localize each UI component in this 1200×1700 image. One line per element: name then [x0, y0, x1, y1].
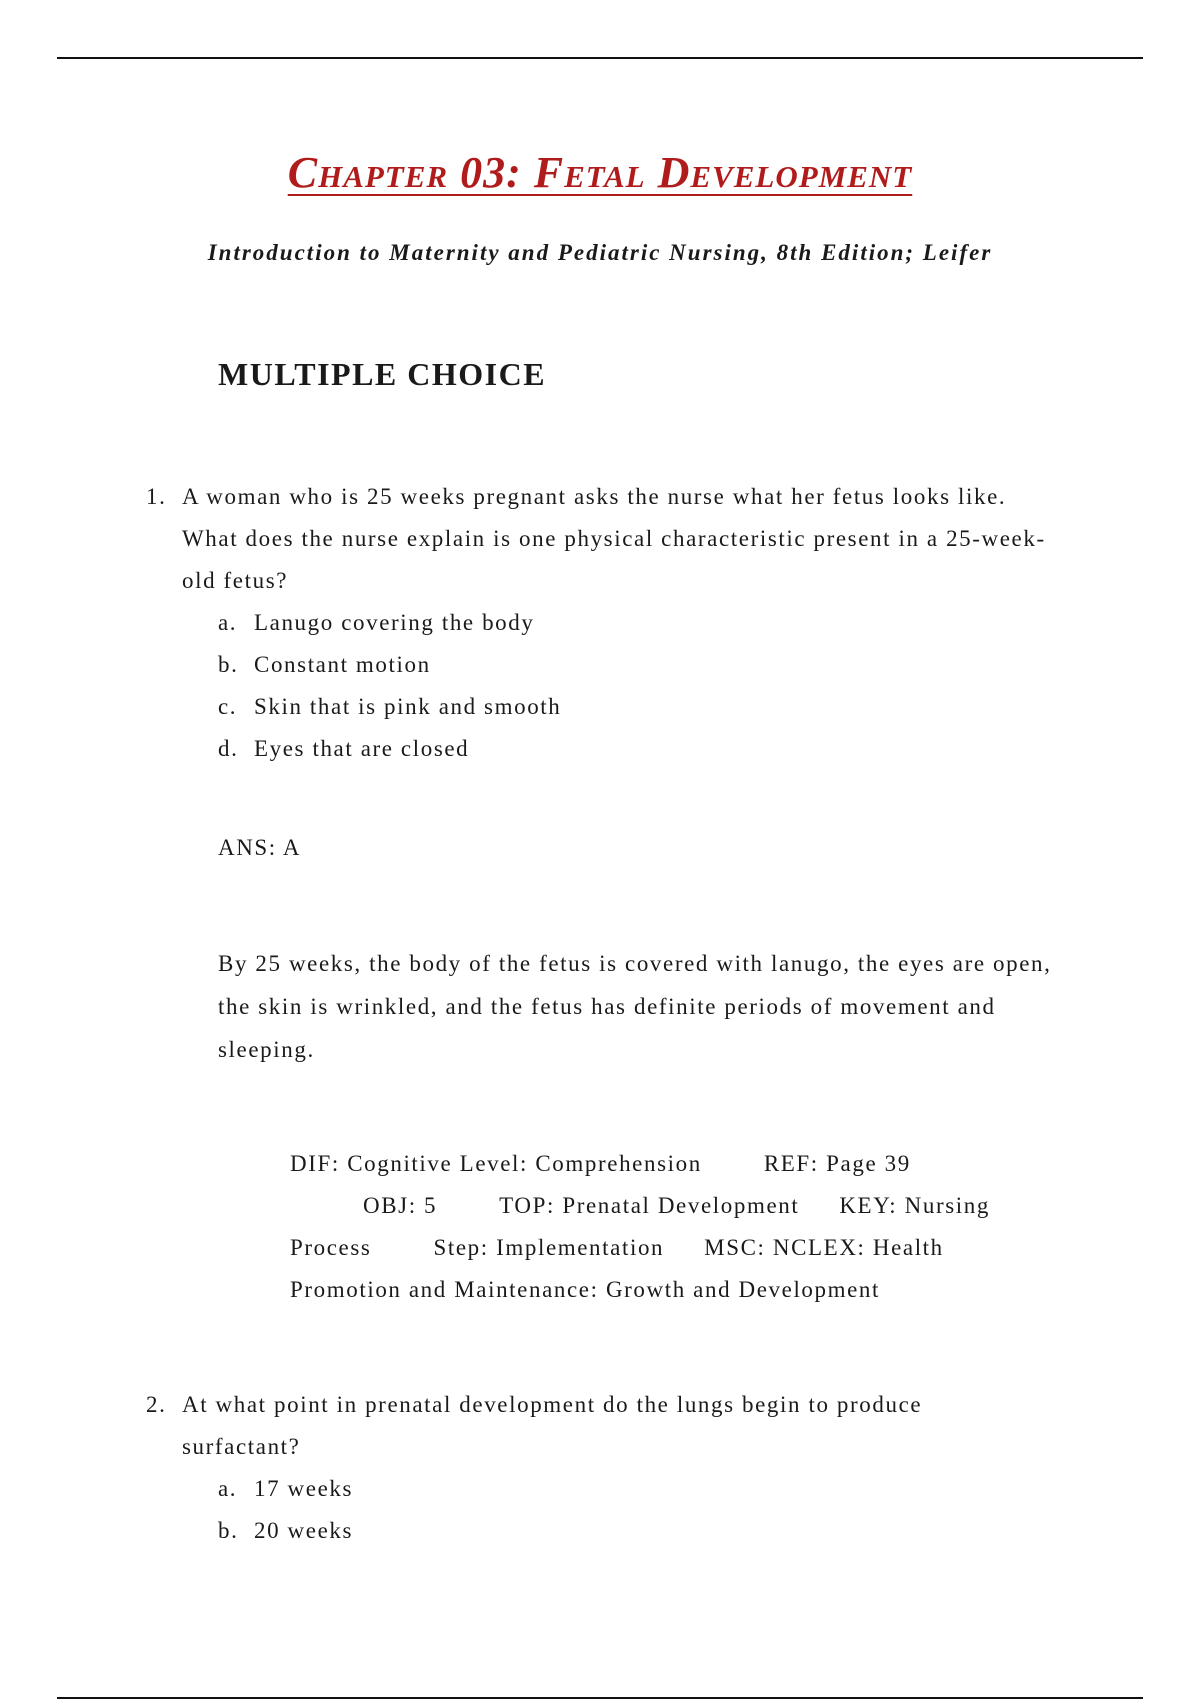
answer-options: [218, 1468, 1046, 1552]
option-text: Eyes that are closed: [254, 736, 470, 761]
meta-key: KEY: Nursing: [839, 1193, 990, 1218]
question-text: A woman who is 25 weeks pregnant asks the nurse what her fetus looks like. What does the nurse explain is one physical characteristic present in a 25-week-old fetus?: [182, 484, 1046, 593]
question-1: [146, 476, 1046, 770]
bottom-rule: [57, 1697, 1143, 1699]
question-number: 1.: [146, 484, 167, 509]
meta-msc: MSC: NCLEX: Health: [704, 1235, 944, 1260]
option-b: [218, 1510, 1046, 1552]
meta-top: TOP: Prenatal Development: [499, 1193, 800, 1218]
option-text: Constant motion: [254, 652, 431, 677]
section-heading: MULTIPLE CHOICE: [218, 356, 547, 392]
chapter-title: [0, 146, 1200, 200]
question-number: 2.: [146, 1392, 167, 1417]
rationale-text: By 25 weeks, the body of the fetus is covered with lanugo, the eyes are open, the skin is wrinkled, and the fetus has definite periods of movement and sleeping.: [218, 951, 1052, 1062]
option-letter: a.: [218, 1476, 238, 1501]
answer-key: ANS: A: [218, 835, 302, 860]
option-letter: c.: [218, 694, 238, 719]
meta-msc-cont: Promotion and Maintenance: Growth and Development: [290, 1277, 881, 1302]
top-rule: [57, 57, 1143, 59]
option-c: [218, 686, 1046, 728]
option-letter: a.: [218, 610, 238, 635]
option-letter: d.: [218, 736, 239, 761]
option-letter: b.: [218, 1518, 239, 1543]
option-b: [218, 644, 1046, 686]
question-2: [146, 1384, 1046, 1552]
meta-key-cont: Process: [290, 1235, 372, 1260]
book-subtitle: Introduction to Maternity and Pediatric Nursing, 8th Edition; Leifer: [207, 240, 993, 265]
option-letter: b.: [218, 652, 239, 677]
option-text: 20 weeks: [254, 1518, 354, 1543]
meta-step: Step: Implementation: [433, 1235, 665, 1260]
meta-ref: REF: Page 39: [763, 1151, 911, 1176]
question-text: At what point in prenatal development do the lungs begin to produce surfactant?: [182, 1392, 923, 1459]
option-text: Lanugo covering the body: [254, 610, 535, 635]
meta-dif: DIF: Cognitive Level: Comprehension: [290, 1151, 702, 1176]
question-metadata: [290, 1143, 1050, 1311]
option-d: [218, 728, 1046, 770]
option-text: Skin that is pink and smooth: [254, 694, 562, 719]
option-a: [218, 1468, 1046, 1510]
option-text: 17 weeks: [254, 1476, 354, 1501]
answer-options: [218, 602, 1046, 770]
chapter-title-text: Chapter 03: Fetal Development: [287, 148, 913, 197]
meta-obj: OBJ: 5: [363, 1193, 438, 1218]
option-a: [218, 602, 1046, 644]
